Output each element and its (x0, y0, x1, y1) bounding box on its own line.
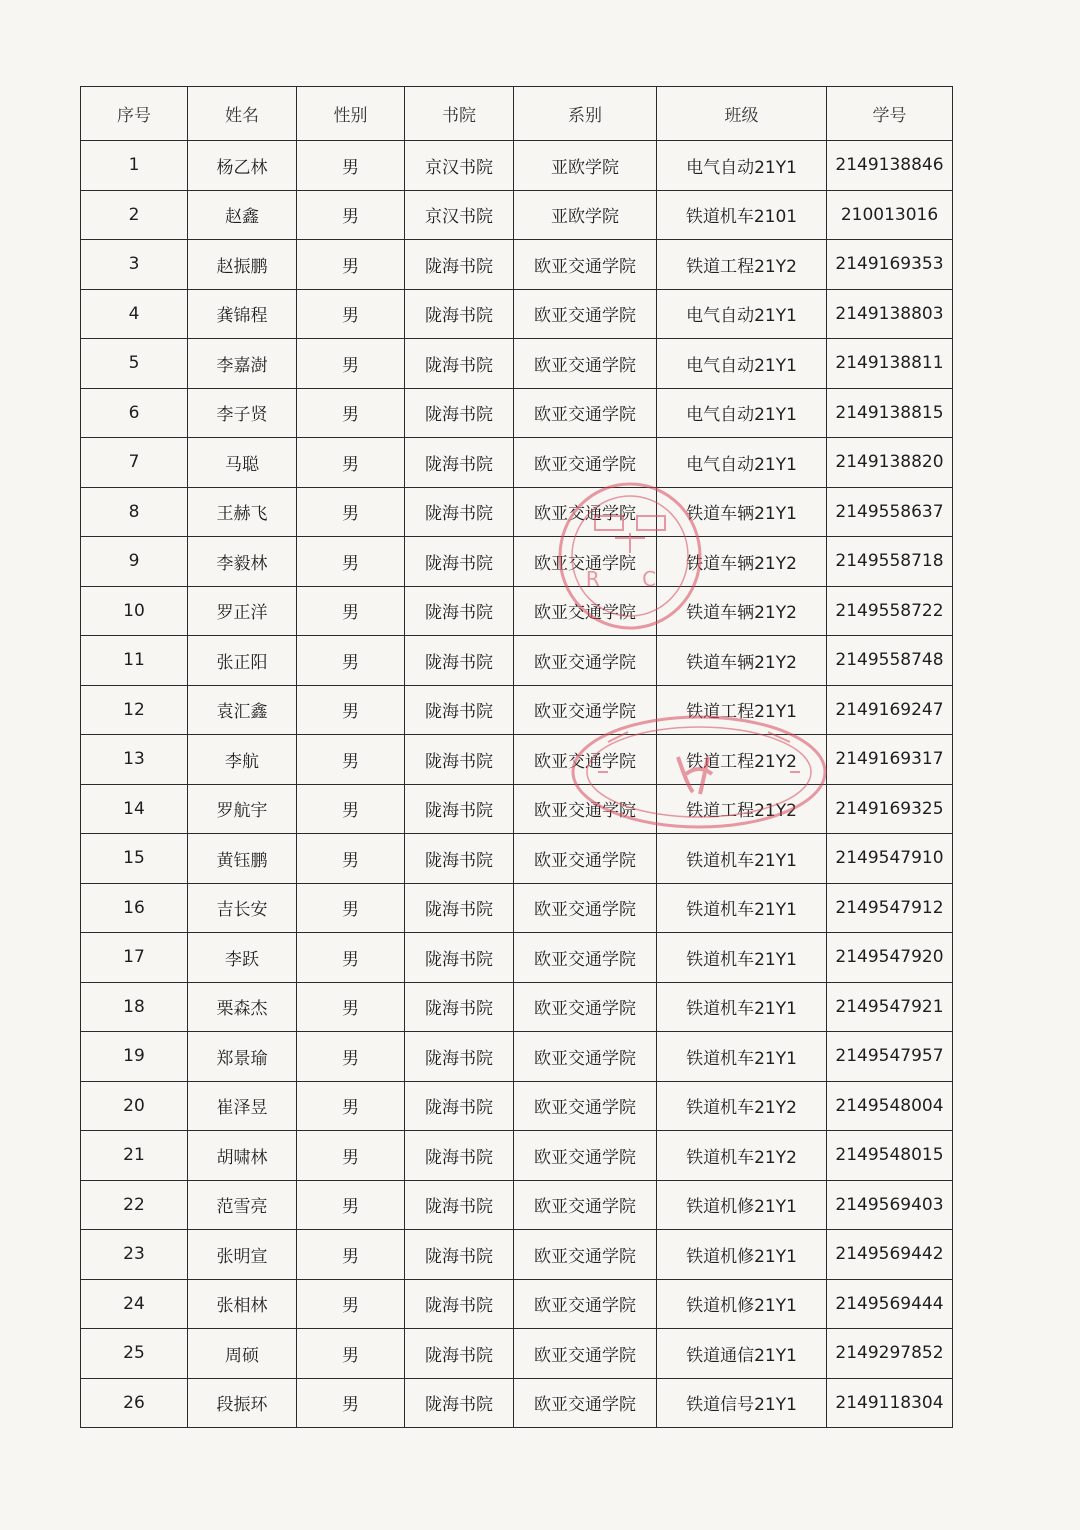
table-row (81, 784, 953, 834)
cell-department: 欧亚交通学院 (514, 438, 657, 488)
table-row (81, 933, 953, 983)
cell-name: 栗森杰 (188, 982, 297, 1032)
cell-college: 陇海书院 (405, 685, 514, 735)
table-row (81, 735, 953, 785)
cell-student-id: 2149547921 (827, 982, 953, 1032)
cell-class: 铁道机修21Y1 (657, 1230, 827, 1280)
cell-index: 23 (81, 1230, 188, 1280)
cell-college: 陇海书院 (405, 339, 514, 389)
cell-gender: 男 (297, 933, 405, 983)
cell-department: 欧亚交通学院 (514, 1032, 657, 1082)
table-row (81, 438, 953, 488)
cell-index: 8 (81, 487, 188, 537)
cell-name: 张明宣 (188, 1230, 297, 1280)
cell-student-id: 2149138820 (827, 438, 953, 488)
table-row (81, 586, 953, 636)
cell-class: 铁道机车21Y1 (657, 982, 827, 1032)
cell-college: 陇海书院 (405, 1329, 514, 1379)
cell-gender: 男 (297, 685, 405, 735)
cell-college: 陇海书院 (405, 438, 514, 488)
cell-student-id: 2149138815 (827, 388, 953, 438)
cell-class: 铁道机车21Y2 (657, 1081, 827, 1131)
cell-class: 铁道机车21Y1 (657, 834, 827, 884)
cell-index: 17 (81, 933, 188, 983)
cell-index: 19 (81, 1032, 188, 1082)
cell-college: 陇海书院 (405, 636, 514, 686)
cell-name: 范雪亮 (188, 1180, 297, 1230)
cell-student-id: 2149548015 (827, 1131, 953, 1181)
cell-class: 铁道车辆21Y1 (657, 487, 827, 537)
cell-name: 黄钰鹏 (188, 834, 297, 884)
cell-name: 赵振鹏 (188, 240, 297, 290)
cell-gender: 男 (297, 1279, 405, 1329)
cell-class: 铁道机车21Y1 (657, 933, 827, 983)
cell-gender: 男 (297, 1329, 405, 1379)
cell-student-id: 2149569444 (827, 1279, 953, 1329)
cell-student-id: 2149558748 (827, 636, 953, 686)
cell-gender: 男 (297, 141, 405, 191)
cell-student-id: 2149138803 (827, 289, 953, 339)
cell-college: 陇海书院 (405, 240, 514, 290)
cell-class: 铁道通信21Y1 (657, 1329, 827, 1379)
cell-name: 王赫飞 (188, 487, 297, 537)
cell-department: 欧亚交通学院 (514, 1230, 657, 1280)
table-row (81, 883, 953, 933)
cell-name: 胡啸林 (188, 1131, 297, 1181)
table-row (81, 289, 953, 339)
cell-index: 3 (81, 240, 188, 290)
cell-name: 赵鑫 (188, 190, 297, 240)
cell-name: 罗航宇 (188, 784, 297, 834)
cell-gender: 男 (297, 735, 405, 785)
cell-class: 铁道机车2101 (657, 190, 827, 240)
cell-class: 铁道车辆21Y2 (657, 537, 827, 587)
cell-index: 6 (81, 388, 188, 438)
cell-department: 欧亚交通学院 (514, 933, 657, 983)
cell-index: 10 (81, 586, 188, 636)
cell-college: 京汉书院 (405, 141, 514, 191)
cell-class: 电气自动21Y1 (657, 339, 827, 389)
cell-student-id: 2149569442 (827, 1230, 953, 1280)
seal-upper-text: R C (585, 567, 675, 591)
table-row (81, 1230, 953, 1280)
cell-student-id: 2149548004 (827, 1081, 953, 1131)
cell-student-id: 2149118304 (827, 1378, 953, 1428)
cell-college: 陇海书院 (405, 289, 514, 339)
cell-index: 11 (81, 636, 188, 686)
table-row (81, 1032, 953, 1082)
cell-student-id: 2149138811 (827, 339, 953, 389)
table-row (81, 240, 953, 290)
cell-name: 杨乙林 (188, 141, 297, 191)
cell-college: 陇海书院 (405, 1081, 514, 1131)
cell-index: 15 (81, 834, 188, 884)
cell-student-id: 2149169317 (827, 735, 953, 785)
cell-college: 陇海书院 (405, 883, 514, 933)
table-row (81, 537, 953, 587)
table-row (81, 636, 953, 686)
cell-name: 李跃 (188, 933, 297, 983)
cell-class: 电气自动21Y1 (657, 141, 827, 191)
cell-department: 欧亚交通学院 (514, 1180, 657, 1230)
header-student-id: 学号 (827, 87, 953, 141)
cell-department: 欧亚交通学院 (514, 487, 657, 537)
cell-name: 周硕 (188, 1329, 297, 1379)
table-header-row (81, 87, 953, 141)
cell-department: 欧亚交通学院 (514, 982, 657, 1032)
cell-class: 铁道机修21Y1 (657, 1279, 827, 1329)
cell-name: 李嘉澍 (188, 339, 297, 389)
cell-name: 罗正洋 (188, 586, 297, 636)
cell-student-id: 2149547920 (827, 933, 953, 983)
cell-gender: 男 (297, 784, 405, 834)
cell-index: 1 (81, 141, 188, 191)
table-row (81, 190, 953, 240)
cell-name: 吉长安 (188, 883, 297, 933)
cell-class: 铁道工程21Y2 (657, 735, 827, 785)
cell-index: 26 (81, 1378, 188, 1428)
cell-college: 陇海书院 (405, 586, 514, 636)
cell-gender: 男 (297, 289, 405, 339)
cell-class: 电气自动21Y1 (657, 289, 827, 339)
table-row (81, 1180, 953, 1230)
cell-gender: 男 (297, 240, 405, 290)
cell-index: 16 (81, 883, 188, 933)
cell-department: 欧亚交通学院 (514, 339, 657, 389)
cell-student-id: 2149297852 (827, 1329, 953, 1379)
cell-name: 郑景瑜 (188, 1032, 297, 1082)
cell-student-id: 2149558722 (827, 586, 953, 636)
cell-name: 李毅林 (188, 537, 297, 587)
cell-name: 李航 (188, 735, 297, 785)
cell-department: 欧亚交通学院 (514, 1081, 657, 1131)
cell-department: 欧亚交通学院 (514, 289, 657, 339)
cell-college: 陇海书院 (405, 487, 514, 537)
cell-college: 陇海书院 (405, 388, 514, 438)
cell-index: 5 (81, 339, 188, 389)
cell-class: 铁道信号21Y1 (657, 1378, 827, 1428)
header-index: 序号 (81, 87, 188, 141)
cell-department: 欧亚交通学院 (514, 883, 657, 933)
cell-index: 22 (81, 1180, 188, 1230)
cell-college: 陇海书院 (405, 784, 514, 834)
cell-student-id: 2149169325 (827, 784, 953, 834)
table-row (81, 141, 953, 191)
cell-class: 电气自动21Y1 (657, 388, 827, 438)
header-name: 姓名 (188, 87, 297, 141)
cell-name: 李子贤 (188, 388, 297, 438)
cell-gender: 男 (297, 883, 405, 933)
cell-gender: 男 (297, 982, 405, 1032)
cell-college: 陇海书院 (405, 933, 514, 983)
cell-department: 欧亚交通学院 (514, 834, 657, 884)
cell-college: 陇海书院 (405, 1279, 514, 1329)
table-row (81, 834, 953, 884)
cell-index: 24 (81, 1279, 188, 1329)
table-row (81, 339, 953, 389)
header-college: 书院 (405, 87, 514, 141)
cell-gender: 男 (297, 1131, 405, 1181)
cell-department: 欧亚交通学院 (514, 636, 657, 686)
table-body (81, 141, 953, 1428)
cell-class: 铁道机车21Y2 (657, 1131, 827, 1181)
cell-name: 张正阳 (188, 636, 297, 686)
table-row (81, 685, 953, 735)
cell-college: 陇海书院 (405, 537, 514, 587)
cell-gender: 男 (297, 1180, 405, 1230)
cell-gender: 男 (297, 1378, 405, 1428)
cell-college: 陇海书院 (405, 1032, 514, 1082)
table-row (81, 1329, 953, 1379)
cell-gender: 男 (297, 190, 405, 240)
student-roster-table (80, 86, 953, 1428)
cell-department: 亚欧学院 (514, 190, 657, 240)
cell-index: 4 (81, 289, 188, 339)
cell-department: 欧亚交通学院 (514, 1378, 657, 1428)
table-row (81, 1279, 953, 1329)
cell-student-id: 2149169247 (827, 685, 953, 735)
cell-index: 12 (81, 685, 188, 735)
cell-index: 20 (81, 1081, 188, 1131)
cell-college: 陇海书院 (405, 735, 514, 785)
cell-student-id: 2149138846 (827, 141, 953, 191)
cell-gender: 男 (297, 834, 405, 884)
cell-name: 袁汇鑫 (188, 685, 297, 735)
cell-student-id: 2149558718 (827, 537, 953, 587)
cell-index: 9 (81, 537, 188, 587)
cell-department: 欧亚交通学院 (514, 685, 657, 735)
cell-department: 欧亚交通学院 (514, 537, 657, 587)
cell-gender: 男 (297, 1230, 405, 1280)
cell-department: 亚欧学院 (514, 141, 657, 191)
cell-college: 陇海书院 (405, 1378, 514, 1428)
cell-gender: 男 (297, 487, 405, 537)
cell-class: 铁道工程21Y2 (657, 240, 827, 290)
cell-name: 马聪 (188, 438, 297, 488)
cell-name: 段振环 (188, 1378, 297, 1428)
cell-department: 欧亚交通学院 (514, 240, 657, 290)
cell-college: 陇海书院 (405, 982, 514, 1032)
table-row (81, 1131, 953, 1181)
cell-class: 铁道机车21Y1 (657, 883, 827, 933)
cell-department: 欧亚交通学院 (514, 388, 657, 438)
header-gender: 性别 (297, 87, 405, 141)
cell-gender: 男 (297, 537, 405, 587)
cell-student-id: 2149547957 (827, 1032, 953, 1082)
cell-class: 铁道车辆21Y2 (657, 636, 827, 686)
cell-index: 2 (81, 190, 188, 240)
cell-gender: 男 (297, 438, 405, 488)
cell-college: 陇海书院 (405, 1180, 514, 1230)
cell-department: 欧亚交通学院 (514, 586, 657, 636)
cell-department: 欧亚交通学院 (514, 1131, 657, 1181)
cell-student-id: 2149569403 (827, 1180, 953, 1230)
cell-index: 14 (81, 784, 188, 834)
cell-department: 欧亚交通学院 (514, 1329, 657, 1379)
cell-student-id: 2149169353 (827, 240, 953, 290)
cell-department: 欧亚交通学院 (514, 735, 657, 785)
cell-gender: 男 (297, 1032, 405, 1082)
cell-gender: 男 (297, 636, 405, 686)
table-row (81, 982, 953, 1032)
cell-name: 崔泽昱 (188, 1081, 297, 1131)
cell-class: 铁道车辆21Y2 (657, 586, 827, 636)
cell-college: 陇海书院 (405, 1131, 514, 1181)
cell-index: 18 (81, 982, 188, 1032)
cell-gender: 男 (297, 339, 405, 389)
cell-department: 欧亚交通学院 (514, 1279, 657, 1329)
cell-student-id: 2149558637 (827, 487, 953, 537)
table-row (81, 388, 953, 438)
cell-student-id: 2149547912 (827, 883, 953, 933)
cell-class: 铁道机修21Y1 (657, 1180, 827, 1230)
cell-class: 电气自动21Y1 (657, 438, 827, 488)
cell-gender: 男 (297, 1081, 405, 1131)
table-row (81, 1081, 953, 1131)
cell-class: 铁道机车21Y1 (657, 1032, 827, 1082)
table-row (81, 487, 953, 537)
cell-gender: 男 (297, 388, 405, 438)
cell-college: 陇海书院 (405, 1230, 514, 1280)
cell-department: 欧亚交通学院 (514, 784, 657, 834)
cell-student-id: 2149547910 (827, 834, 953, 884)
table-row (81, 1378, 953, 1428)
cell-index: 7 (81, 438, 188, 488)
cell-name: 龚锦程 (188, 289, 297, 339)
cell-name: 张相林 (188, 1279, 297, 1329)
cell-student-id: 210013016 (827, 190, 953, 240)
cell-college: 陇海书院 (405, 834, 514, 884)
cell-class: 铁道工程21Y1 (657, 685, 827, 735)
cell-index: 25 (81, 1329, 188, 1379)
cell-college: 京汉书院 (405, 190, 514, 240)
cell-class: 铁道工程21Y2 (657, 784, 827, 834)
header-department: 系别 (514, 87, 657, 141)
cell-index: 21 (81, 1131, 188, 1181)
cell-index: 13 (81, 735, 188, 785)
header-class: 班级 (657, 87, 827, 141)
cell-gender: 男 (297, 586, 405, 636)
